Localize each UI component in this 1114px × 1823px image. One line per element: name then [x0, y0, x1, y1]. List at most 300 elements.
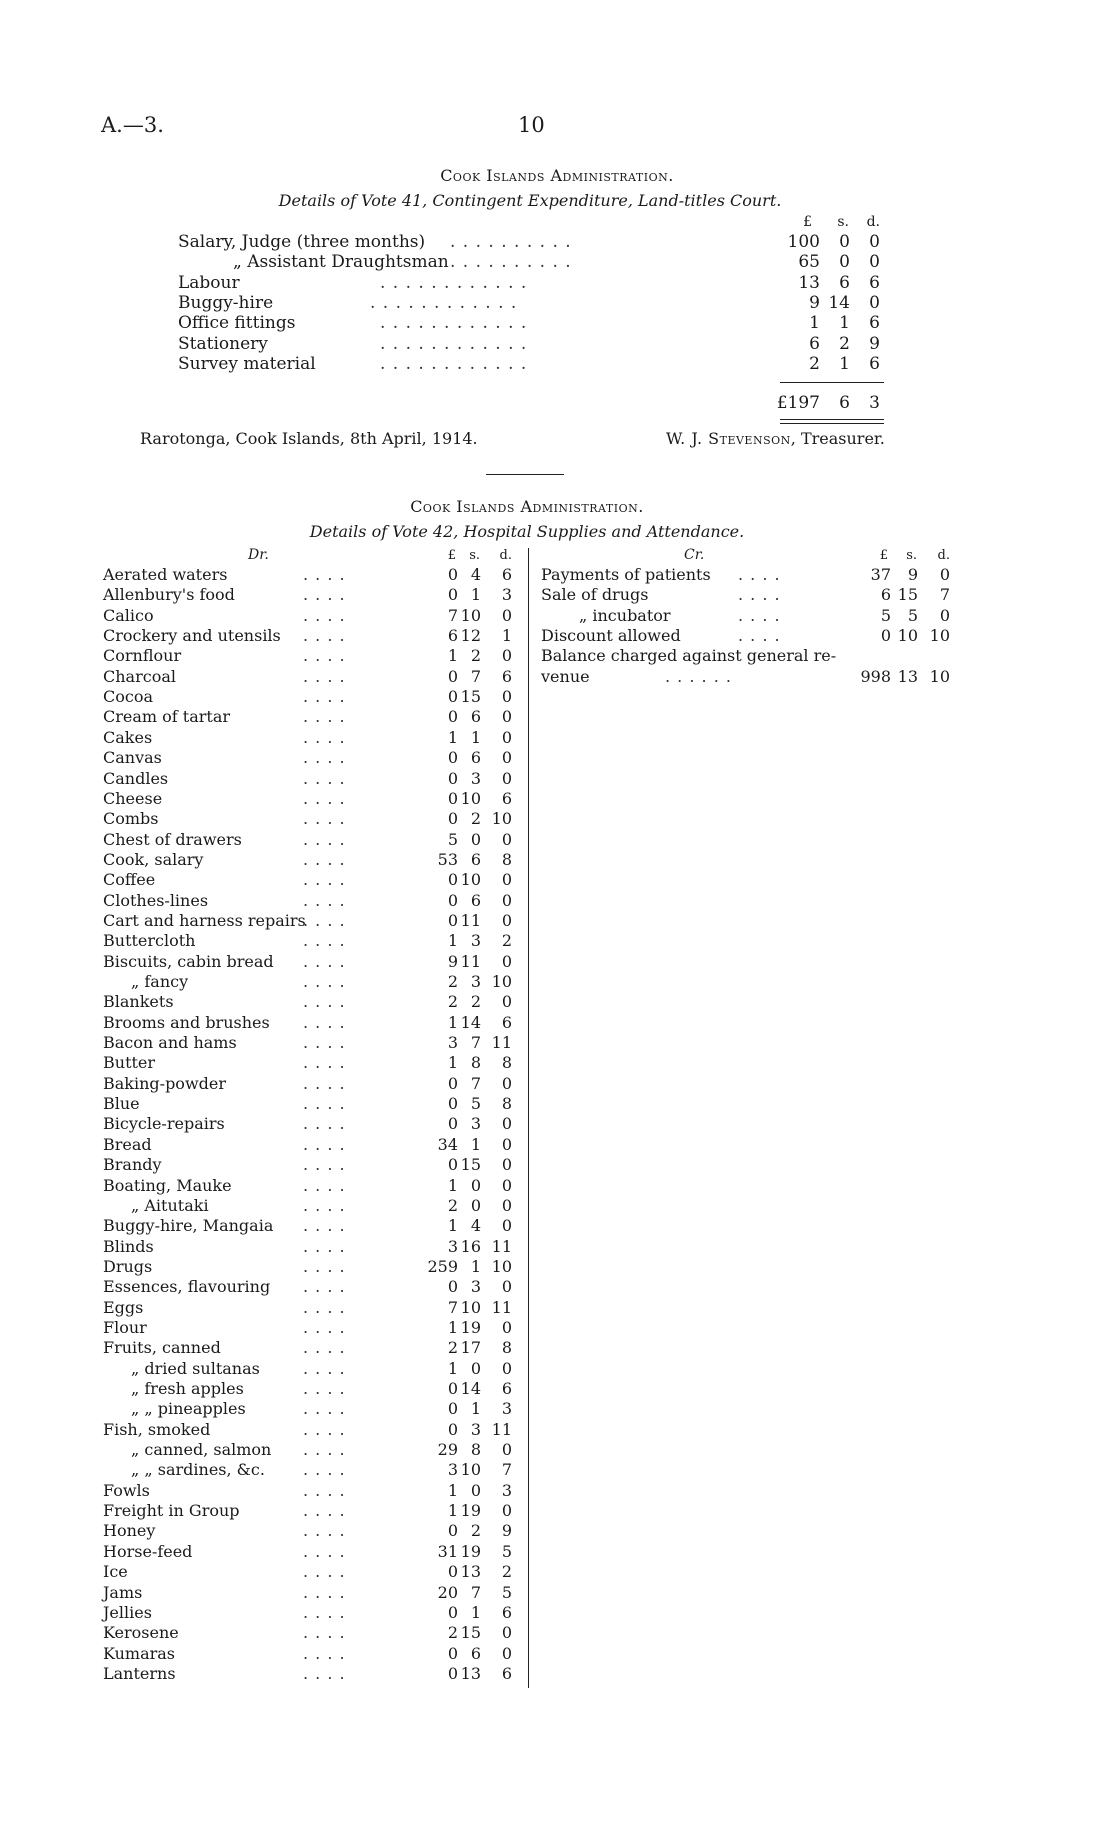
debit-row-pounds: 20 — [437, 1582, 458, 1602]
debit-row-pence: 10 — [491, 972, 512, 991]
debit-row-pounds: 3 — [447, 1460, 458, 1480]
total-rule-1 — [780, 419, 884, 420]
leader-dots: . . . . — [303, 1440, 346, 1460]
debit-row-label: Kumaras — [103, 1643, 176, 1663]
vote41-total-pence: 3 — [869, 393, 880, 413]
debit-row-label: Eggs — [103, 1297, 144, 1317]
debit-row-shillings: 3 — [470, 768, 481, 788]
debit-row-pounds: 0 — [447, 1602, 458, 1622]
debit-row-pounds: 1 — [447, 1053, 458, 1073]
debit-row-label: „ „ pineapples — [131, 1399, 246, 1419]
debit-row-pounds: 0 — [447, 1399, 458, 1419]
debit-row-pence: 0 — [501, 1440, 512, 1460]
leader-dots: . . . . — [738, 605, 781, 625]
debit-row-pence: 2 — [501, 1562, 512, 1582]
credit-row-label: venue — [541, 666, 590, 686]
debit-row-pounds: 1 — [447, 1175, 458, 1195]
leader-dots: . . . . — [303, 626, 346, 646]
debit-row-pence: 6 — [501, 1012, 512, 1032]
debit-row-label: Honey — [103, 1521, 156, 1541]
debit-row-pence: 3 — [501, 585, 512, 605]
column-header-pounds: £ — [879, 548, 888, 563]
credit-row-pence: 10 — [929, 626, 950, 646]
credit-row-pounds: 5 — [880, 605, 891, 625]
debit-row-pence: 6 — [501, 788, 512, 808]
debit-row-pence: 0 — [501, 910, 512, 930]
leader-dots: . . . . — [303, 1663, 346, 1683]
column-header-shillings: s. — [906, 548, 917, 563]
leader-dots: . . . . — [303, 1562, 346, 1582]
debit-row-shillings: 16 — [460, 1236, 481, 1256]
leader-dots: . . . . — [738, 626, 781, 646]
credit-row-label: „ incubator — [579, 605, 671, 625]
debit-row-shillings: 2 — [470, 646, 481, 666]
leader-dots: . . . . — [303, 768, 346, 788]
debit-row-pence: 3 — [501, 1480, 512, 1500]
debit-row-pence: 0 — [501, 748, 512, 768]
debit-row-pence: 0 — [501, 829, 512, 849]
debit-row-pence: 2 — [501, 931, 512, 951]
debit-row-shillings: 2 — [470, 1521, 481, 1541]
vote41-row-pence: 6 — [869, 353, 880, 374]
debit-row-shillings: 8 — [470, 1440, 481, 1460]
debit-row-pence: 0 — [501, 951, 512, 971]
vote41-row-pounds: 65 — [798, 252, 820, 273]
debit-row-label: Brooms and brushes — [103, 1012, 270, 1032]
debit-row-label: Bicycle-repairs — [103, 1114, 225, 1134]
debit-row-label: Blankets — [103, 992, 174, 1012]
leader-dots: . . . . — [303, 1480, 346, 1500]
debit-row-label: Jams — [103, 1582, 143, 1602]
debit-row-shillings: 0 — [470, 1175, 481, 1195]
debit-row-shillings: 19 — [460, 1541, 481, 1561]
debit-row-shillings: 6 — [470, 849, 481, 869]
leader-dots: . . . . — [303, 1033, 346, 1053]
leader-dots: . . . . — [303, 687, 346, 707]
column-header-pence: d. — [937, 548, 950, 563]
debit-row-pence: 0 — [501, 646, 512, 666]
debit-row-label: Aerated waters — [103, 565, 228, 584]
leader-dots: . . . . — [303, 1399, 346, 1419]
debit-row-shillings: 11 — [460, 910, 481, 930]
leader-dots: . . . . — [303, 565, 346, 584]
debit-row-shillings: 0 — [470, 1195, 481, 1215]
leader-dots: . . . . — [303, 1521, 346, 1541]
leader-dots: . . . . — [738, 565, 781, 584]
debit-row-shillings: 2 — [470, 992, 481, 1012]
debit-row-pounds: 29 — [437, 1440, 458, 1460]
debit-row-label: Jellies — [103, 1602, 152, 1622]
leader-dots: . . . . — [303, 707, 346, 727]
leader-dots: . . . . — [303, 1175, 346, 1195]
signature — [666, 429, 885, 448]
column-header-pence: d. — [866, 214, 880, 230]
debit-row-shillings: 10 — [460, 605, 481, 625]
leader-dots: . . . . — [303, 1134, 346, 1154]
debit-row-pence: 8 — [501, 849, 512, 869]
debit-row-pence: 5 — [501, 1541, 512, 1561]
leader-dots: . . . . — [303, 1114, 346, 1134]
vote41-title: Cook Islands Administration. — [440, 166, 674, 185]
debit-row-pounds: 0 — [447, 1094, 458, 1114]
debit-row-pence: 0 — [501, 1501, 512, 1521]
debit-row-shillings: 15 — [460, 687, 481, 707]
leader-dots: . . . . — [738, 585, 781, 605]
credit-row-pounds: 998 — [860, 666, 891, 686]
debit-row-label: Essences, flavouring — [103, 1277, 271, 1297]
credit-row-pence: 10 — [929, 666, 950, 686]
debit-row-pounds: 0 — [447, 1114, 458, 1134]
debit-row-label: Clothes-lines — [103, 890, 209, 910]
credit-row-shillings: 5 — [907, 605, 918, 625]
debit-row-label: Cornflour — [103, 646, 182, 666]
debit-row-label: Allenbury's food — [103, 585, 235, 605]
vote41-row-shillings: 0 — [839, 232, 850, 252]
leader-dots: . . . . . . . . . . — [450, 252, 572, 273]
debit-row-pounds: 0 — [447, 748, 458, 768]
debit-row-pence: 0 — [501, 1175, 512, 1195]
vote41-row-pounds: 13 — [798, 272, 820, 293]
debit-row-shillings: 3 — [470, 931, 481, 951]
debit-row-pence: 10 — [491, 809, 512, 829]
column-header-shillings: s. — [837, 214, 849, 230]
leader-dots: . . . . — [303, 1195, 346, 1215]
debit-row-shillings: 6 — [470, 748, 481, 768]
debit-row-pence: 6 — [501, 1663, 512, 1683]
debit-row-pence: 10 — [491, 1256, 512, 1276]
leader-dots: . . . . — [303, 1501, 346, 1521]
signature-title: , Treasurer. — [790, 429, 885, 448]
debit-row-shillings: 7 — [470, 1073, 481, 1093]
leader-dots: . . . . — [303, 1297, 346, 1317]
debit-row-pence: 6 — [501, 1379, 512, 1398]
debit-row-pence: 5 — [501, 1582, 512, 1602]
leader-dots: . . . . . . — [665, 666, 732, 686]
debit-row-shillings: 0 — [470, 829, 481, 849]
debit-row-pence: 0 — [501, 1623, 512, 1643]
vote41-row-pence: 0 — [869, 292, 880, 313]
debit-row-shillings: 1 — [470, 1399, 481, 1419]
leader-dots: . . . . . . . . . . . . — [380, 313, 528, 334]
debit-row-label: Brandy — [103, 1155, 162, 1175]
debit-row-label: Charcoal — [103, 666, 176, 686]
debit-row-shillings: 5 — [470, 1094, 481, 1114]
debit-row-label: Canvas — [103, 748, 162, 768]
debit-row-label: Candles — [103, 768, 169, 788]
debit-row-label: Cook, salary — [103, 849, 204, 869]
debit-row-pounds: 53 — [437, 849, 458, 869]
debit-row-pounds: 0 — [447, 890, 458, 910]
report-reference: A.—3. — [101, 113, 164, 137]
debit-row-shillings: 10 — [460, 870, 481, 890]
page-number: 10 — [518, 113, 545, 137]
debit-row-shillings: 3 — [470, 1277, 481, 1297]
debit-row-pounds: 2 — [447, 1623, 458, 1643]
debit-row-shillings: 6 — [470, 707, 481, 727]
debit-row-pounds: 0 — [447, 870, 458, 890]
leader-dots: . . . . — [303, 870, 346, 890]
debit-row-shillings: 13 — [460, 1663, 481, 1683]
vote42-subtitle: Details of Vote 42, Hospital Supplies and Attendance. — [309, 522, 745, 541]
column-header-pence: d. — [499, 548, 512, 563]
leader-dots: . . . . — [303, 1623, 346, 1643]
debit-row-pounds: 2 — [447, 1195, 458, 1215]
debit-row-shillings: 3 — [470, 972, 481, 991]
vote41-row-label: Salary, Judge (three months) — [178, 232, 426, 252]
credit-row-pounds: 0 — [880, 626, 891, 646]
leader-dots: . . . . — [303, 1317, 346, 1337]
leader-dots: . . . . — [303, 748, 346, 768]
credit-row-pounds: 37 — [870, 565, 891, 584]
debit-row-pence: 11 — [491, 1236, 512, 1256]
debit-row-pounds: 34 — [437, 1134, 458, 1154]
leader-dots: . . . . — [303, 1256, 346, 1276]
debit-row-pounds: 3 — [447, 1236, 458, 1256]
credit-row-label: Payments of patients — [541, 565, 711, 584]
vote41-row-pounds: 2 — [809, 353, 820, 374]
debit-row-label: „ fancy — [131, 972, 189, 991]
debit-row-pence: 9 — [501, 1521, 512, 1541]
leader-dots: . . . . — [303, 931, 346, 951]
vote41-row-pence: 0 — [869, 232, 880, 252]
debit-row-shillings: 7 — [470, 666, 481, 686]
vote41-row-label: Office fittings — [178, 313, 296, 334]
debit-row-shillings: 17 — [460, 1338, 481, 1358]
debit-row-shillings: 12 — [460, 626, 481, 646]
debit-row-pounds: 1 — [447, 1317, 458, 1337]
leader-dots: . . . . — [303, 1541, 346, 1561]
leader-dots: . . . . — [303, 1155, 346, 1175]
total-rule-2 — [780, 423, 884, 424]
leader-dots: . . . . — [303, 1216, 346, 1236]
leader-dots: . . . . — [303, 910, 346, 930]
debit-row-shillings: 14 — [460, 1379, 481, 1398]
debit-row-label: Cakes — [103, 727, 153, 747]
debit-row-pounds: 1 — [447, 931, 458, 951]
debit-row-label: Lanterns — [103, 1663, 176, 1683]
debit-row-label: Buttercloth — [103, 931, 196, 951]
debit-row-label: Blinds — [103, 1236, 154, 1256]
debit-row-pounds: 0 — [447, 687, 458, 707]
debit-row-pence: 7 — [501, 1460, 512, 1480]
debit-row-shillings: 1 — [470, 1256, 481, 1276]
leader-dots: . . . . — [303, 1358, 346, 1378]
debit-row-pounds: 7 — [447, 605, 458, 625]
debit-row-pence: 8 — [501, 1053, 512, 1073]
debit-row-pounds: 7 — [447, 1297, 458, 1317]
debit-row-shillings: 10 — [460, 1460, 481, 1480]
leader-dots: . . . . — [303, 788, 346, 808]
debit-row-shillings: 4 — [470, 1216, 481, 1236]
debit-row-label: Cart and harness repairs — [103, 910, 306, 930]
debit-row-label: Boating, Mauke — [103, 1175, 232, 1195]
debit-row-label: Calico — [103, 605, 154, 625]
column-header-shillings: s. — [469, 548, 480, 563]
section-divider — [486, 474, 564, 475]
debit-row-label: Combs — [103, 809, 159, 829]
debit-row-label: „ dried sultanas — [131, 1358, 260, 1378]
debit-row-pounds: 31 — [437, 1541, 458, 1561]
debit-row-pence: 0 — [501, 1134, 512, 1154]
debit-row-pence: 0 — [501, 992, 512, 1012]
leader-dots: . . . . . . . . . . . . — [380, 272, 528, 293]
debit-row-label: Bread — [103, 1134, 152, 1154]
leader-dots: . . . . — [303, 1338, 346, 1358]
debit-row-shillings: 6 — [470, 1643, 481, 1663]
debit-row-label: Fruits, canned — [103, 1338, 221, 1358]
debit-row-label: Fish, smoked — [103, 1419, 211, 1439]
leader-dots: . . . . — [303, 646, 346, 666]
debit-row-pounds: 0 — [447, 910, 458, 930]
vote41-row-pounds: 9 — [809, 292, 820, 313]
leader-dots: . . . . — [303, 727, 346, 747]
vote41-row-pence: 0 — [869, 252, 880, 273]
debit-row-label: Butter — [103, 1053, 156, 1073]
debit-row-pounds: 0 — [447, 1419, 458, 1439]
leader-dots: . . . . — [303, 1053, 346, 1073]
leader-dots: . . . . — [303, 849, 346, 869]
debit-row-pounds: 1 — [447, 727, 458, 747]
debit-row-label: Coffee — [103, 870, 156, 890]
leader-dots: . . . . — [303, 1643, 346, 1663]
place-and-date: Rarotonga, Cook Islands, 8th April, 1914. — [140, 429, 478, 448]
debit-row-shillings: 0 — [470, 1480, 481, 1500]
leader-dots: . . . . — [303, 1460, 346, 1480]
credit-label: Cr. — [684, 547, 705, 563]
credit-row-label: Sale of drugs — [541, 585, 649, 605]
debit-row-pence: 8 — [501, 1338, 512, 1358]
debit-row-label: Blue — [103, 1094, 140, 1114]
debit-row-pounds: 0 — [447, 565, 458, 584]
debit-row-pence: 0 — [501, 707, 512, 727]
debit-row-pence: 0 — [501, 687, 512, 707]
debit-row-pounds: 0 — [447, 1521, 458, 1541]
vote41-row-pounds: 6 — [809, 333, 820, 354]
vote41-row-label: Buggy-hire — [178, 292, 274, 313]
debit-row-pence: 6 — [501, 666, 512, 686]
leader-dots: . . . . — [303, 1012, 346, 1032]
leader-dots: . . . . — [303, 1582, 346, 1602]
vote41-row-shillings: 2 — [839, 333, 850, 354]
debit-row-pence: 0 — [501, 1073, 512, 1093]
vote41-row-label: Survey material — [178, 353, 316, 374]
vote41-row-label: Stationery — [178, 333, 268, 354]
debit-row-shillings: 19 — [460, 1501, 481, 1521]
debit-row-label: Bacon and hams — [103, 1033, 237, 1053]
debit-row-shillings: 7 — [470, 1582, 481, 1602]
debit-row-shillings: 10 — [460, 1297, 481, 1317]
debit-row-label: „ „ sardines, &c. — [131, 1460, 265, 1480]
vote41-total-shillings: 6 — [839, 393, 850, 413]
credit-row-pence: 0 — [939, 605, 950, 625]
leader-dots: . . . . — [303, 1073, 346, 1093]
debit-row-label: Cream of tartar — [103, 707, 231, 727]
debit-row-shillings: 6 — [470, 890, 481, 910]
debit-row-pounds: 1 — [447, 1480, 458, 1500]
debit-row-label: „ fresh apples — [131, 1379, 244, 1398]
debit-row-shillings: 2 — [470, 809, 481, 829]
debit-row-pence: 0 — [501, 727, 512, 747]
debit-row-shillings: 15 — [460, 1155, 481, 1175]
column-header-pounds: £ — [447, 548, 456, 563]
debit-row-pounds: 2 — [447, 1338, 458, 1358]
debit-label: Dr. — [248, 547, 269, 563]
debit-row-label: „ Aitutaki — [131, 1195, 209, 1215]
debit-row-label: „ canned, salmon — [131, 1440, 272, 1460]
debit-row-label: Kerosene — [103, 1623, 179, 1643]
debit-row-shillings: 14 — [460, 1012, 481, 1032]
leader-dots: . . . . — [303, 890, 346, 910]
leader-dots: . . . . . . . . . . . . — [380, 353, 528, 374]
column-header-pounds: £ — [803, 214, 812, 230]
leader-dots: . . . . — [303, 1236, 346, 1256]
debit-row-pence: 8 — [501, 1094, 512, 1114]
debit-row-pence: 0 — [501, 1216, 512, 1236]
debit-row-pence: 0 — [501, 1277, 512, 1297]
vote41-row-pence: 6 — [869, 313, 880, 334]
subtotal-rule — [780, 382, 884, 383]
credit-row-shillings: 9 — [907, 565, 918, 584]
leader-dots: . . . . — [303, 1602, 346, 1622]
debit-row-pounds: 0 — [447, 585, 458, 605]
debit-row-label: Chest of drawers — [103, 829, 242, 849]
debit-row-pounds: 2 — [447, 972, 458, 991]
debit-row-label: Cheese — [103, 788, 163, 808]
debit-row-pounds: 259 — [427, 1256, 458, 1276]
leader-dots: . . . . . . . . . . — [450, 232, 572, 252]
debit-row-pounds: 6 — [447, 626, 458, 646]
leader-dots: . . . . — [303, 585, 346, 605]
vote41-row-shillings: 1 — [839, 313, 850, 334]
leader-dots: . . . . — [303, 992, 346, 1012]
debit-row-shillings: 3 — [470, 1114, 481, 1134]
debit-row-pounds: 9 — [447, 951, 458, 971]
debit-row-pounds: 1 — [447, 1216, 458, 1236]
debit-row-label: Biscuits, cabin bread — [103, 951, 274, 971]
debit-row-pence: 0 — [501, 1317, 512, 1337]
debit-row-pounds: 1 — [447, 1012, 458, 1032]
debit-row-pounds: 0 — [447, 1663, 458, 1683]
debit-row-shillings: 7 — [470, 1033, 481, 1053]
debit-row-shillings: 4 — [470, 565, 481, 584]
credit-row-shillings: 15 — [897, 585, 918, 605]
debit-row-shillings: 8 — [470, 1053, 481, 1073]
vote41-row-shillings: 0 — [839, 252, 850, 273]
debit-row-pounds: 0 — [447, 1562, 458, 1582]
debit-row-label: Baking-powder — [103, 1073, 226, 1093]
debit-row-label: Crockery and utensils — [103, 626, 281, 646]
debit-row-pence: 0 — [501, 1195, 512, 1215]
vote41-row-pence: 9 — [869, 333, 880, 354]
debit-row-pence: 0 — [501, 890, 512, 910]
debit-row-shillings: 13 — [460, 1562, 481, 1582]
vote41-row-pounds: 100 — [787, 232, 820, 252]
leader-dots: . . . . . . . . . . . . — [370, 292, 518, 313]
debit-row-pence: 1 — [501, 626, 512, 646]
credit-row-shillings: 13 — [897, 666, 918, 686]
debit-row-pounds: 0 — [447, 1155, 458, 1175]
debit-row-pounds: 0 — [447, 707, 458, 727]
debit-row-label: Cocoa — [103, 687, 154, 707]
leader-dots: . . . . — [303, 1277, 346, 1297]
leader-dots: . . . . — [303, 951, 346, 971]
leader-dots: . . . . — [303, 1094, 346, 1114]
credit-row-shillings: 10 — [897, 626, 918, 646]
debit-row-pence: 0 — [501, 1358, 512, 1378]
debit-row-pence: 0 — [501, 1114, 512, 1134]
debit-row-label: Drugs — [103, 1256, 153, 1276]
vote41-row-label: Labour — [178, 272, 240, 293]
